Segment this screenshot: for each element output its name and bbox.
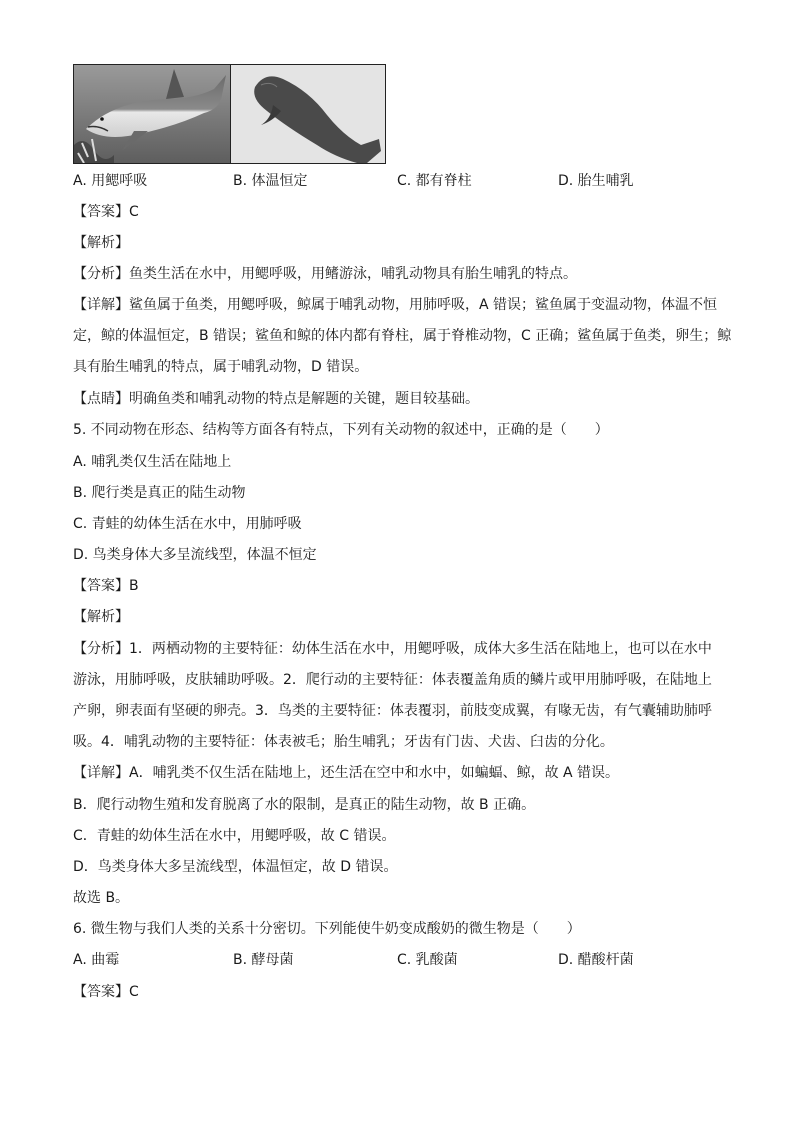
q4-analysis-title: 【解析】: [73, 235, 129, 251]
q4-fenxi: 【分析】鱼类生活在水中，用鳃呼吸，用鳍游泳，哺乳动物具有胎生哺乳的特点。: [73, 266, 577, 282]
q5-option-a: A. 哺乳类仅生活在陆地上: [73, 454, 232, 470]
q5-option-c: C. 青蛙的幼体生活在水中，用肺呼吸: [73, 516, 302, 532]
q5-xiangjie-d: D．鸟类身体大多呈流线型，体温恒定，故 D 错误。: [73, 859, 398, 875]
q6-option-b: B. 酵母菌: [233, 952, 294, 968]
q5-option-d: D. 鸟类身体大多呈流线型，体温不恒定: [73, 547, 317, 563]
q6-stem: 6. 微生物与我们人类的关系十分密切。下列能使牛奶变成酸奶的微生物是（ ）: [73, 921, 581, 937]
q4-option-a: A. 用鳃呼吸: [73, 173, 148, 189]
q5-analysis-title: 【解析】: [73, 609, 129, 625]
q6-option-a: A. 曲霉: [73, 952, 120, 968]
q4-answer: 【答案】C: [73, 204, 139, 220]
shark-photo: [73, 64, 231, 164]
q4-xiangjie-line-1: 【详解】鲨鱼属于鱼类，用鳃呼吸，鲸属于哺乳动物，用肺呼吸，A 错误；鲨鱼属于变温动物，体温不恒: [73, 297, 718, 313]
q6-option-c: C. 乳酸菌: [397, 952, 458, 968]
q5-xiangjie-c: C．青蛙的幼体生活在水中，用鳃呼吸，故 C 错误。: [73, 828, 396, 844]
q4-xiangjie-line-2: 定，鲸的体温恒定，B 错误；鲨鱼和鲸的体内都有脊柱，属于脊椎动物，C 正确；鲨鱼属于鱼类，卵生；鲸: [73, 328, 732, 344]
q5-option-b: B. 爬行类是真正的陆生动物: [73, 485, 246, 501]
q6-answer: 【答案】C: [73, 984, 139, 1000]
q5-fenxi-line-1: 【分析】1．两栖动物的主要特征：幼体生活在水中，用鳃呼吸，成体大多生活在陆地上，也可以在水中: [73, 641, 712, 657]
q5-fenxi-line-2: 游泳，用肺呼吸，皮肤辅助呼吸。2．爬行动的主要特征：体表覆盖角质的鳞片或甲用肺呼吸，在陆地上: [73, 672, 712, 688]
whale-photo: [231, 64, 386, 164]
q5-fenxi-line-3: 产卵，卵表面有坚硬的卵壳。3．鸟类的主要特征：体表覆羽，前肢变成翼，有喙无齿，有气囊辅助肺呼: [73, 703, 712, 719]
figure-row: [73, 64, 386, 162]
q6-option-d: D. 醋酸杆菌: [558, 952, 634, 968]
q4-xiangjie-line-3: 具有胎生哺乳的特点，属于哺乳动物，D 错误。: [73, 359, 369, 375]
q4-option-c: C. 都有脊柱: [397, 173, 472, 189]
q4-option-b: B. 体温恒定: [233, 173, 308, 189]
q5-conclusion: 故选 B。: [73, 890, 130, 906]
q5-stem: 5. 不同动物在形态、结构等方面各有特点，下列有关动物的叙述中，正确的是（ ）: [73, 422, 609, 438]
q5-xiangjie-a: 【详解】A．哺乳类不仅生活在陆地上，还生活在空中和水中，如蝙蝠、鲸，故 A 错误。: [73, 765, 620, 781]
q5-xiangjie-b: B．爬行动物生殖和发育脱离了水的限制，是真正的陆生动物，故 B 正确。: [73, 797, 536, 813]
q4-option-d: D. 胎生哺乳: [558, 173, 634, 189]
q4-dianjing: 【点睛】明确鱼类和哺乳动物的特点是解题的关键，题目较基础。: [73, 391, 479, 407]
q5-answer: 【答案】B: [73, 578, 139, 594]
q5-fenxi-line-4: 吸。4．哺乳动物的主要特征：体表被毛；胎生哺乳；牙齿有门齿、犬齿、臼齿的分化。: [73, 734, 614, 750]
